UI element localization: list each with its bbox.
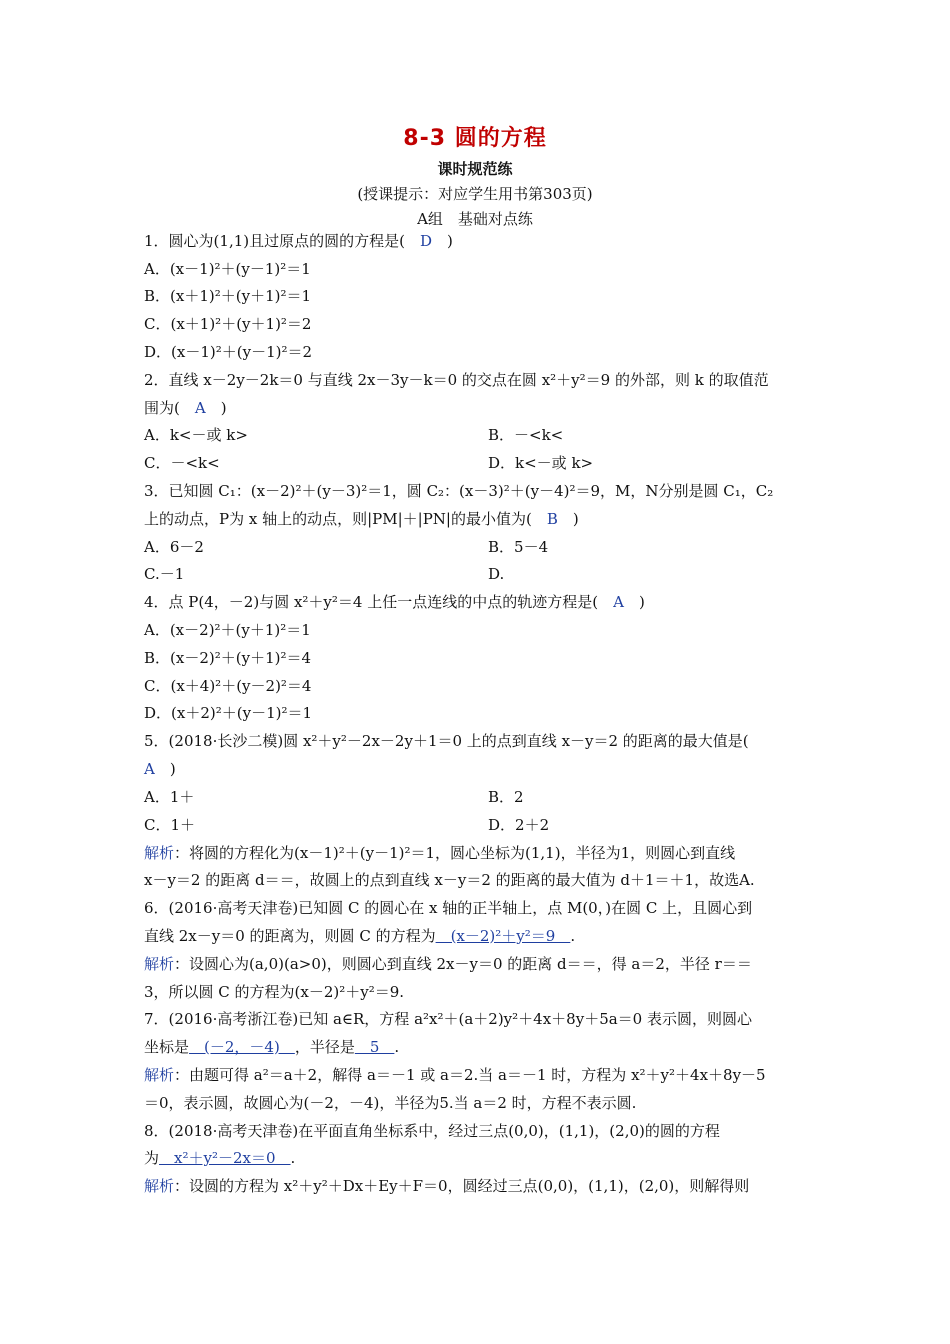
q2-option-c: C．－<k<	[144, 454, 220, 472]
q4-option-b: B．(x－2)²＋(y＋1)²＝4	[144, 649, 312, 667]
textbook-hint: (授课提示：对应学生用书第303页)	[357, 185, 593, 203]
q3-option-b: B．5－4	[488, 538, 549, 556]
q5-option-c: C．1＋	[144, 816, 196, 834]
q3-option-c: C.－1	[144, 565, 185, 583]
q2-stem-line1: 2．直线 x－2y－2k＝0 与直线 2x－3y－k＝0 的交点在圆 x²＋y²＝9 的外部，则 k 的取值范	[144, 371, 769, 389]
q2-option-d: D．k<－或 k>	[488, 454, 594, 472]
q5-stem-line2: A )	[144, 760, 176, 778]
q2-option-b: B．－<k<	[488, 426, 564, 444]
q6-stem-line1: 6．(2016·高考天津卷)已知圆 C 的圆心在 x 轴的正半轴上，点 M(0，)在圆 C 上，且圆心到	[144, 899, 753, 917]
q3-answer: B	[546, 510, 558, 528]
q8-solution-label: 解析	[144, 1177, 175, 1195]
group-heading: A组 基础对点练	[417, 210, 533, 228]
q7-stem-line1: 7．(2016·高考浙江卷)已知 a∈R，方程 a²x²＋(a＋2)y²＋4x＋8y＋5a＝0 表示圆，则圆心	[144, 1010, 752, 1028]
q3-stem-line1: 3．已知圆 C₁：(x－2)²＋(y－3)²＝1，圆 C₂：(x－3)²＋(y－4)²＝9，M，N分别是圆 C₁，C₂	[144, 482, 774, 500]
q2-answer: A	[194, 399, 206, 417]
q7-solution-line1: 解析：由题可得 a²＝a＋2，解得 a＝－1 或 a＝2.当 a＝－1 时，方程为 x²＋y²＋4x＋8y－5	[144, 1066, 766, 1084]
q5-option-b: B．2	[488, 788, 524, 806]
q8-answer-blank: x²＋y²－2x＝0	[159, 1149, 291, 1167]
q7-center-blank: (－2，－4)	[189, 1038, 295, 1056]
q1-stem: 1．圆心为(1,1)且过原点的圆的方程是( D )	[144, 232, 453, 250]
q7-solution-label: 解析	[144, 1066, 175, 1084]
q5-answer: A	[144, 760, 155, 778]
q5-solution-label: 解析	[144, 844, 175, 862]
q2-stem-line2: 围为( A )	[144, 399, 227, 417]
q5-solution-line2: x－y＝2 的距离 d＝＝，故圆上的点到直线 x－y＝2 的距离的最大值为 d＋1＝＋1，故选A.	[144, 871, 755, 889]
q5-stem-line1: 5．(2018·长沙二模)圆 x²＋y²－2x－2y＋1＝0 上的点到直线 x－y＝2 的距离的最大值是(	[144, 732, 749, 750]
q7-radius-blank: 5	[354, 1038, 395, 1056]
q1-option-c: C．(x＋1)²＋(y＋1)²＝2	[144, 315, 312, 333]
q1-option-a: A．(x－1)²＋(y－1)²＝1	[144, 260, 311, 278]
q6-stem-line2: 直线 2x－y＝0 的距离为，则圆 C 的方程为 (x－2)²＋y²＝9 .	[144, 927, 576, 945]
q8-stem-line2: 为 x²＋y²－2x＝0 .	[144, 1149, 296, 1167]
q6-answer-blank: (x－2)²＋y²＝9	[435, 927, 571, 945]
q6-solution-line1: 解析：设圆心为(a,0)(a>0)，则圆心到直线 2x－y＝0 的距离 d＝＝，得 a＝2，半径 r＝＝	[144, 955, 752, 973]
q4-answer: A	[613, 593, 624, 611]
q3-option-d: D.	[488, 565, 505, 583]
q8-stem-line1: 8．(2018·高考天津卷)在平面直角坐标系中，经过三点(0,0)，(1,1)，(2,0)的圆的方程	[144, 1122, 720, 1140]
q4-stem: 4．点 P(4，－2)与圆 x²＋y²＝4 上任一点连线的中点的轨迹方程是( A )	[144, 593, 645, 611]
page-subtitle: 课时规范练	[437, 160, 513, 178]
q3-stem-line2: 上的动点，P为 x 轴上的动点，则|PM|＋|PN|的最小值为( B )	[144, 510, 579, 528]
q8-solution-line1: 解析：设圆的方程为 x²＋y²＋Dx＋Ey＋F＝0，圆经过三点(0,0)，(1,1)，(2,0)，则解得则	[144, 1177, 750, 1195]
q1-answer: D	[419, 232, 433, 250]
q7-stem-line2: 坐标是 (－2，－4) ，半径是 5 .	[144, 1038, 400, 1056]
q6-solution-line2: 3，所以圆 C 的方程为(x－2)²＋y²＝9.	[144, 983, 405, 1001]
q1-option-d: D．(x－1)²＋(y－1)²＝2	[144, 343, 313, 361]
q5-option-d: D．2＋2	[488, 816, 550, 834]
q6-solution-label: 解析	[144, 955, 175, 973]
q4-option-a: A．(x－2)²＋(y＋1)²＝1	[144, 621, 311, 639]
q5-option-a: A．1＋	[144, 788, 195, 806]
page-title: 8-3 圆的方程	[403, 126, 547, 151]
q3-option-a: A．6－2	[144, 538, 204, 556]
q4-option-c: C．(x＋4)²＋(y－2)²＝4	[144, 677, 312, 695]
q2-option-a: A．k<－或 k>	[144, 426, 248, 444]
q5-solution-line1: 解析：将圆的方程化为(x－1)²＋(y－1)²＝1，圆心坐标为(1,1)，半径为1，则圆心到直线	[144, 844, 736, 862]
q7-solution-line2: ＝0，表示圆，故圆心为(－2，－4)，半径为5.当 a＝2 时，方程不表示圆.	[144, 1094, 637, 1112]
q4-option-d: D．(x＋2)²＋(y－1)²＝1	[144, 704, 313, 722]
q1-option-b: B．(x＋1)²＋(y＋1)²＝1	[144, 287, 312, 305]
